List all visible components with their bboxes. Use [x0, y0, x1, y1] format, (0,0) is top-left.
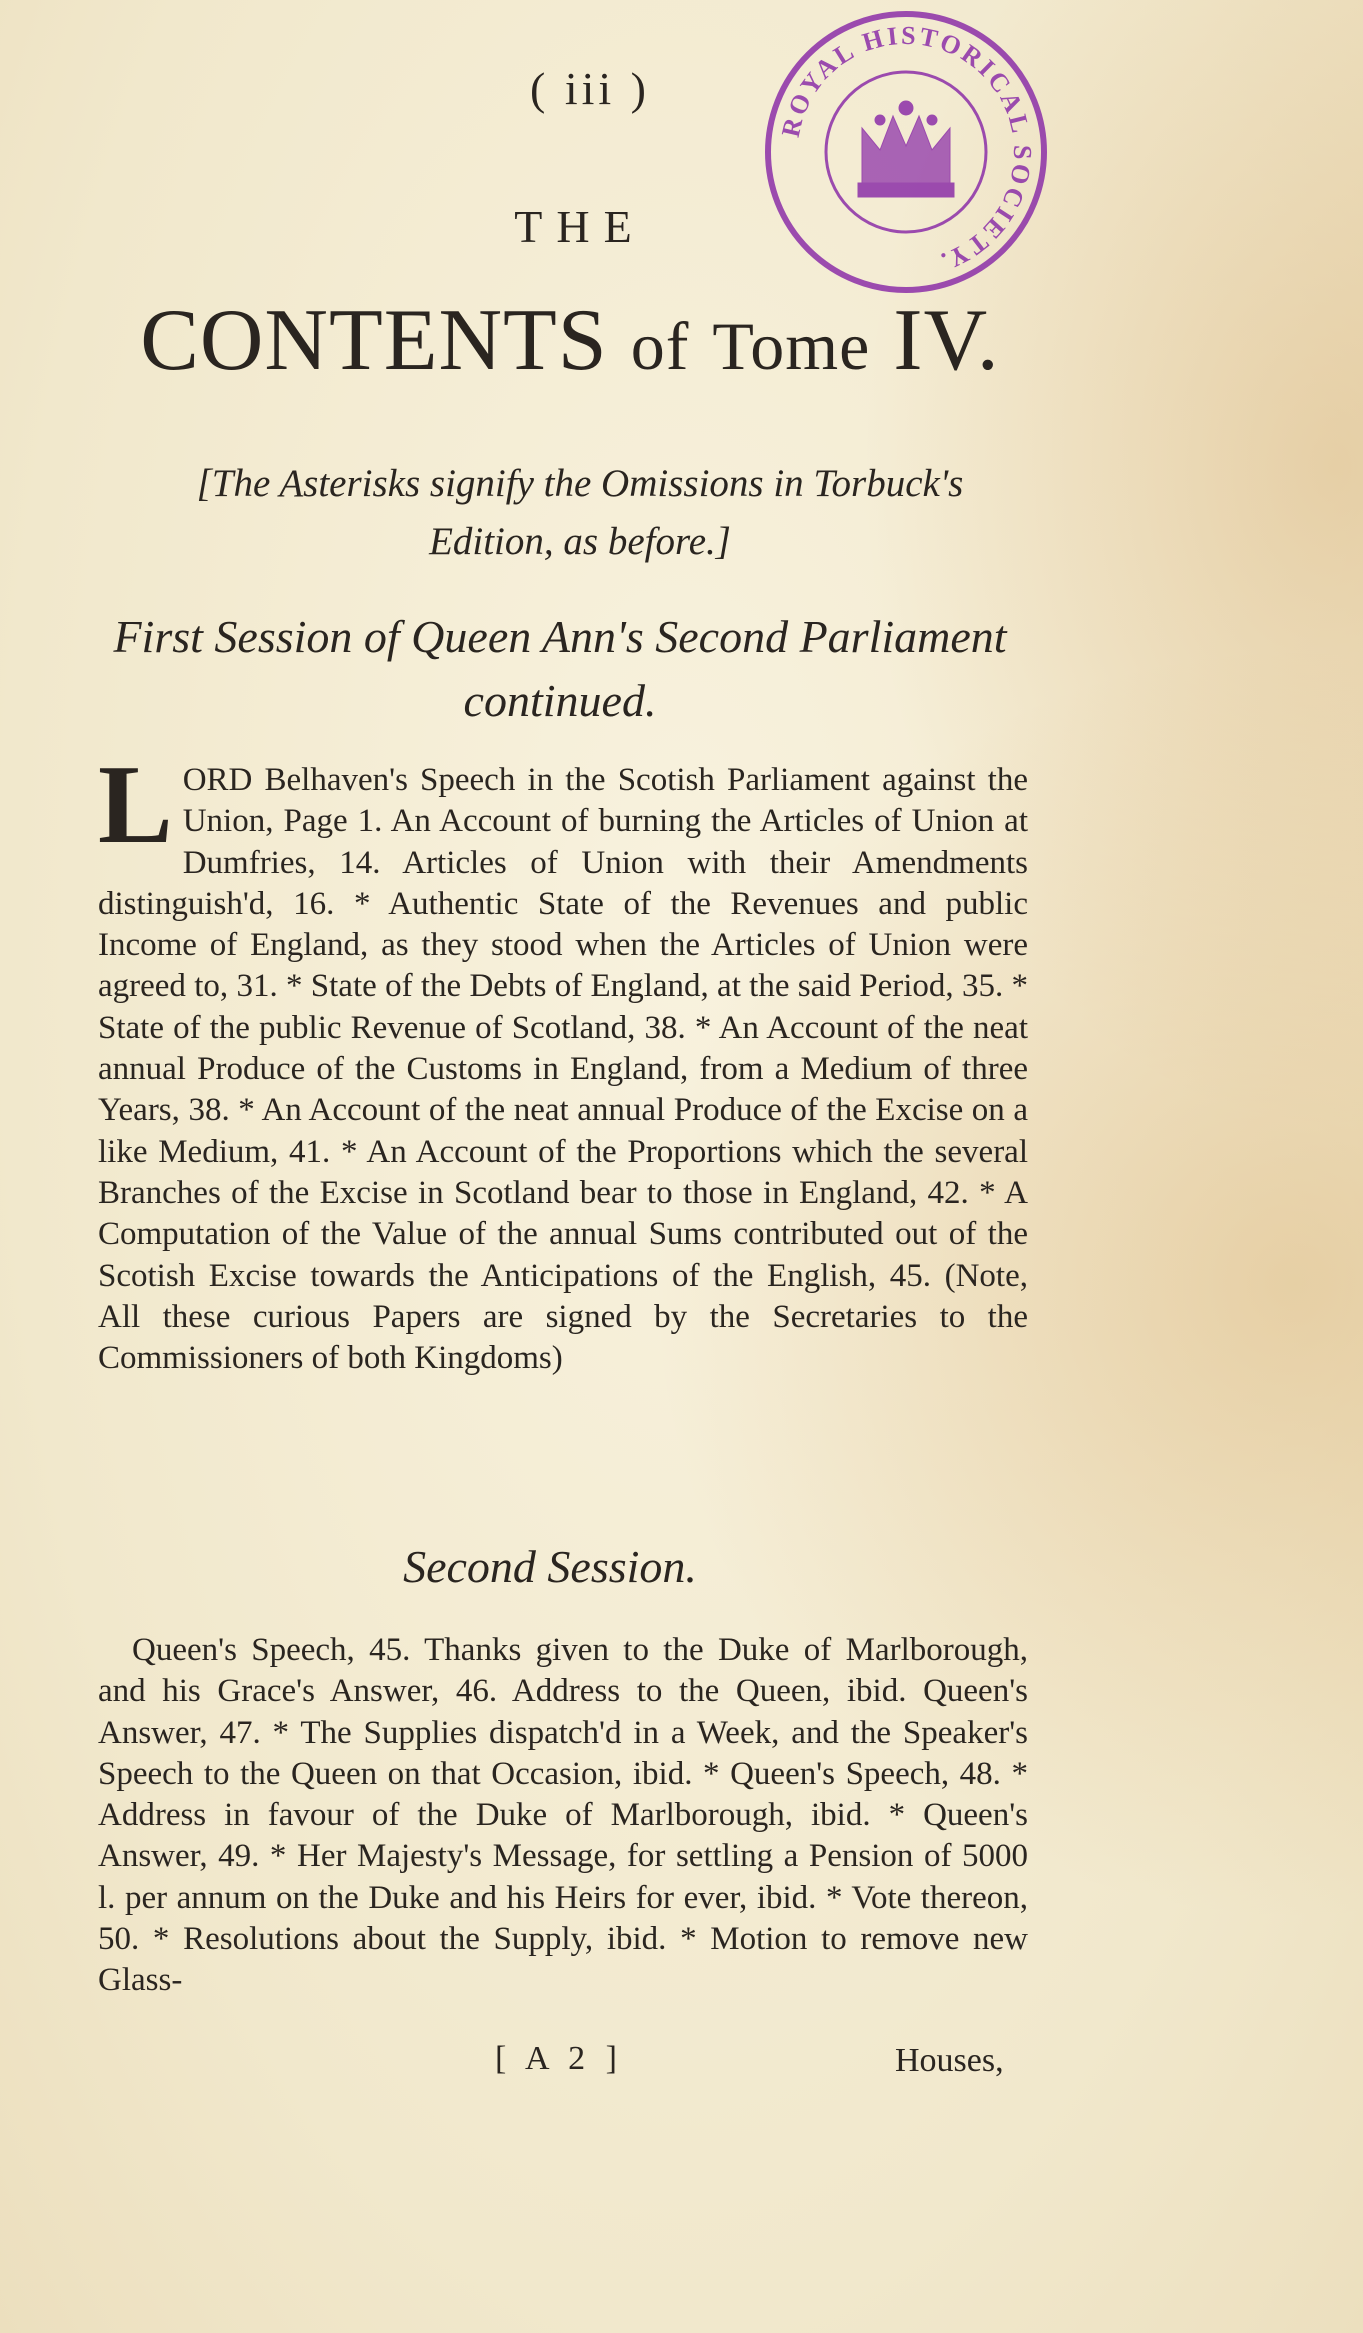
title-of: of	[630, 308, 690, 384]
drop-cap: L	[98, 743, 173, 867]
section-heading-second-session: Second Session.	[403, 1541, 697, 1592]
title-volume: IV.	[893, 292, 1000, 389]
page-number: ( iii )	[530, 63, 650, 114]
title-the: THE	[514, 201, 646, 252]
editorial-note: [The Asterisks signify the Omissions in Torbuck's Edition, as before.]	[196, 462, 964, 563]
crown-emblem	[858, 101, 954, 197]
stamp-text: ROYAL HISTORICAL SOCIETY.	[775, 20, 1038, 278]
section-text-second-session: Queen's Speech, 45. Thanks given to the Duke of Marlborough, and his Grace's Answer, 46. Address to the Queen, ibid. Queen's Answer, 47. * The Supplies dispatch'd in a Week, and the Speaker's Speech to the Queen on that Occasion, ibid. * Queen's Speech, 48. * Address in favour of the Duke of Marlborough, ibid. * Queen's Answer, 49. * Her Majesty's Message, for settling a Pension of 5000 l. per annum on the Duke and his Heirs for ever, ibid. * Vote thereon, 50. * Resolutions about the Supply, ibid. * Motion to remove new Glass-	[98, 1632, 1028, 1999]
catchword: Houses,	[895, 2042, 1004, 2079]
title-tome: Tome	[712, 308, 871, 384]
main-title	[100, 290, 1040, 391]
title-contents: CONTENTS	[140, 292, 608, 389]
section-heading-first-session: First Session of Queen Ann's Second Parliament continued.	[113, 611, 1007, 726]
first-session-paragraph: ORD Belhaven's Speech in the Scotish Parliament against the Union, Page 1. An Account of burning the Articles of Union at Dumfries, 14. Articles of Union with their Amendments distinguish'd, 16. * Authentic State of the Revenues and public Income of England, as they stood when the Articles of Union were agreed to, 31. * State of the Debts of England, at the said Period, 35. * State of the public Revenue of Scotland, 38. * An Account of the neat annual Produce of the Customs in England, from a Medium of three Years, 38. * An Account of the neat annual Produce of the Excise on a like Medium, 41. * An Account of the Proportions which the several Branches of the Excise in Scotland bear to those in England, 42. * A Computation of the Value of the annual Sums contributed out of the Scotish Excise towards the Anticipations of the English, 45. (Note, All these curious Papers are signed by the Secretaries to the Commissioners of both Kingdoms)	[98, 762, 1028, 1377]
signature-mark: [ A 2 ]	[495, 2040, 623, 2077]
section-text-first-session	[98, 743, 1028, 1379]
